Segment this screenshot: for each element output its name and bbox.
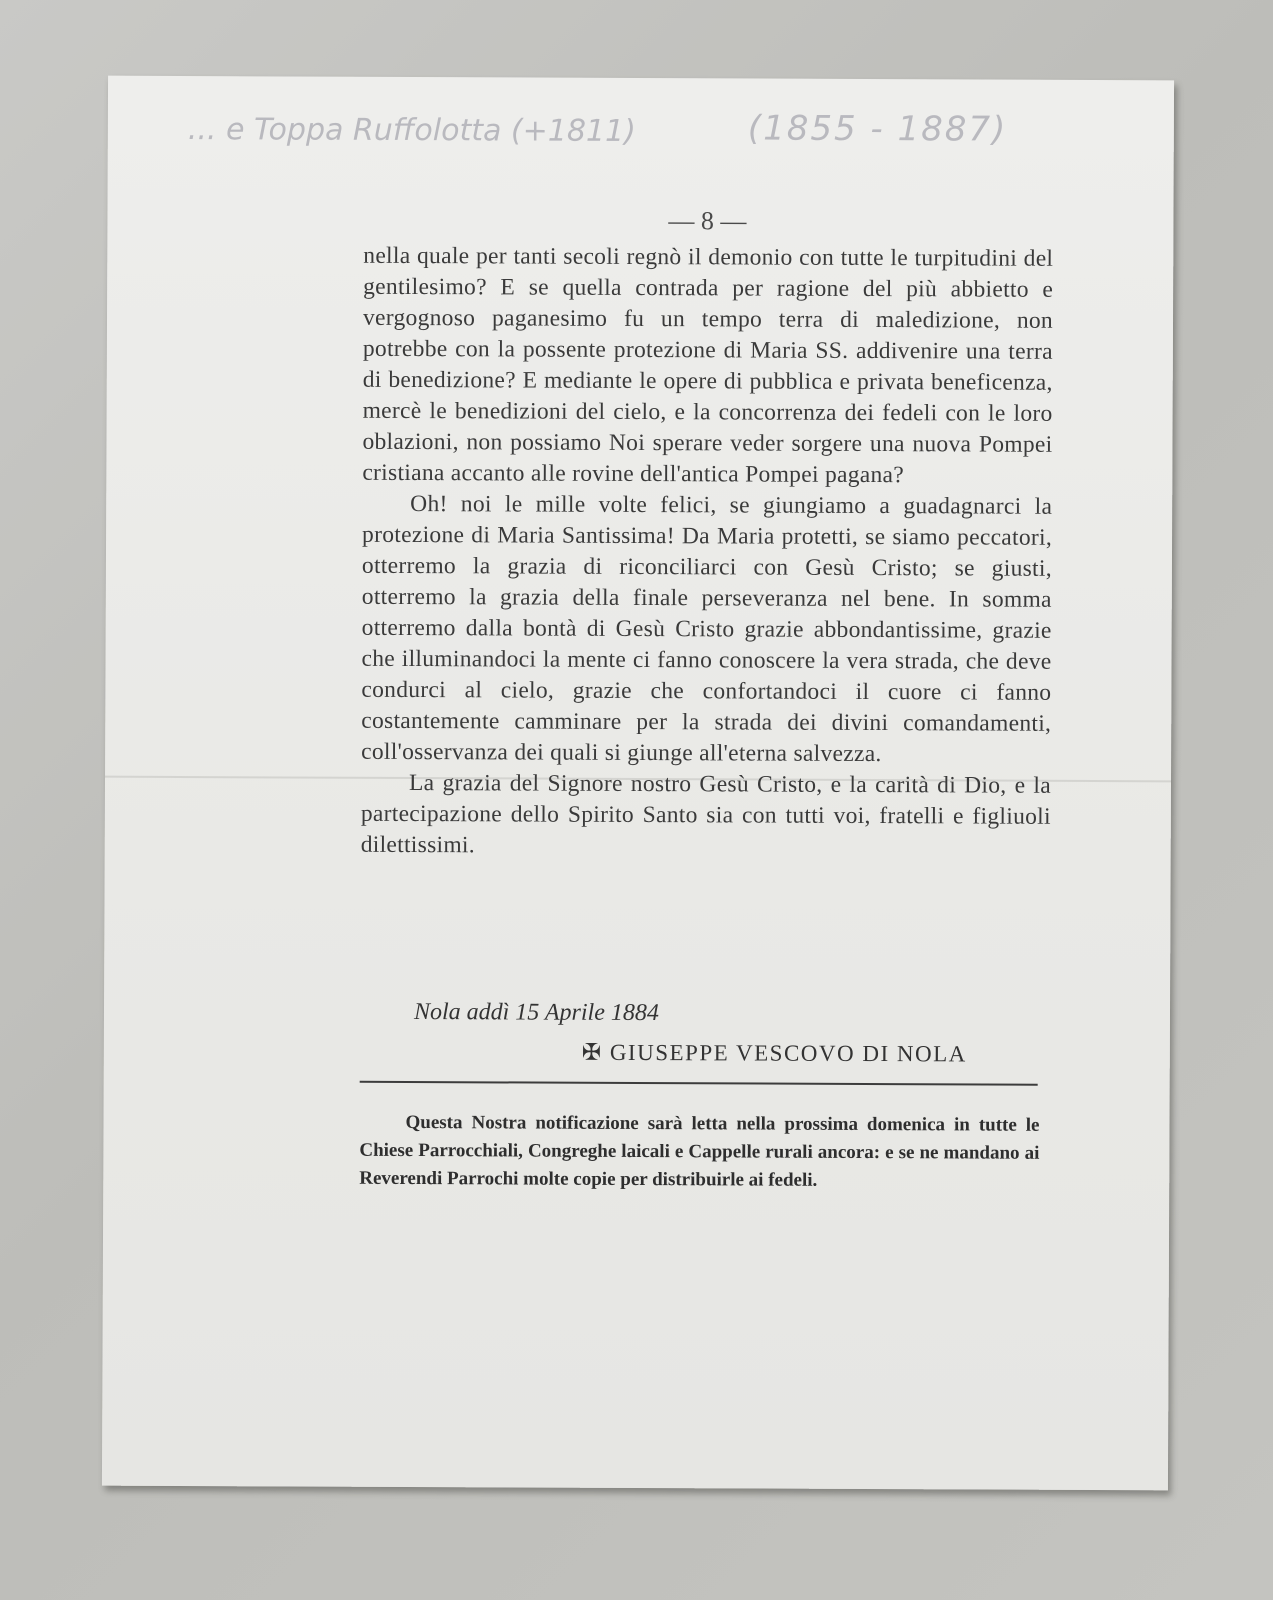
paragraph-3: La grazia del Signore nostro Gesù Cristo, e la carità di Dio, e la partecipazione dello Spirito Santo sia con tutti voi, fratelli e figliuoli dilettissimi. [360, 770, 1052, 859]
dateline: Nola addì 15 Aprile 1884 [413, 999, 659, 1027]
signature: ✠ GIUSEPPE VESCOVO DI NOLA [581, 1039, 967, 1067]
paragraph-1: nella quale per tanti secoli regnò il demonio con tutte le turpitudini del gentilesimo? E se quella contrada per ragione del più abbietto e vergognoso paganesimo fu un tempo terra di maledizione, non potrebbe con la possente protezione di Maria SS. addivenire una terra di benedizione? E mediante le opere di pubblica e privata beneficenza, mercè le benedizioni del cielo, e la concorrenza dei fedeli con le loro oblazioni, non possiamo Noi sperare veder sorgere una nuova Pompei cristiana accanto alle rovine dell'antica Pompei pagana? [362, 242, 1054, 489]
pencil-note-right: (1855 - 1887) [747, 108, 1008, 150]
body-text [361, 241, 1054, 864]
paragraph-2: Oh! noi le mille volte felici, se giungiamo a guadagnarci la protezione di Maria Santissima! Da Maria protetti, se siamo peccatori, otterremo la grazia di riconciliarci con Gesù Cristo; se giusti, otterremo la grazia della finale perseveranza nel bene. In somma otterremo dalla bontà di Gesù Cristo grazie abbondantissime, grazie che illuminandoci la mente ci fanno conoscere la vera strada, che deve condurci al cielo, grazie che confortandoci il cuore ci fanno costantemente camminare per la strada dei divini comandamenti, coll'osservanza dei quali si giunge all'eterna salvezza. [361, 491, 1053, 768]
divider-rule [360, 1081, 1038, 1086]
document-page [102, 76, 1174, 1491]
footnote-text: Questa Nostra notificazione sarà letta nella prossima domenica in tutte le Chiese Parrocchiali, Congreghe laicali e Cappelle rurali ancora: e se ne mandano ai Reverendi Parrochi molte copie per distribuirle ai fedeli. [359, 1111, 1040, 1191]
page-number: — 8 — [668, 206, 747, 236]
pencil-note-left: ... e Toppa Ruffolotta (+1811) [187, 112, 636, 149]
footnote [359, 1109, 1039, 1196]
